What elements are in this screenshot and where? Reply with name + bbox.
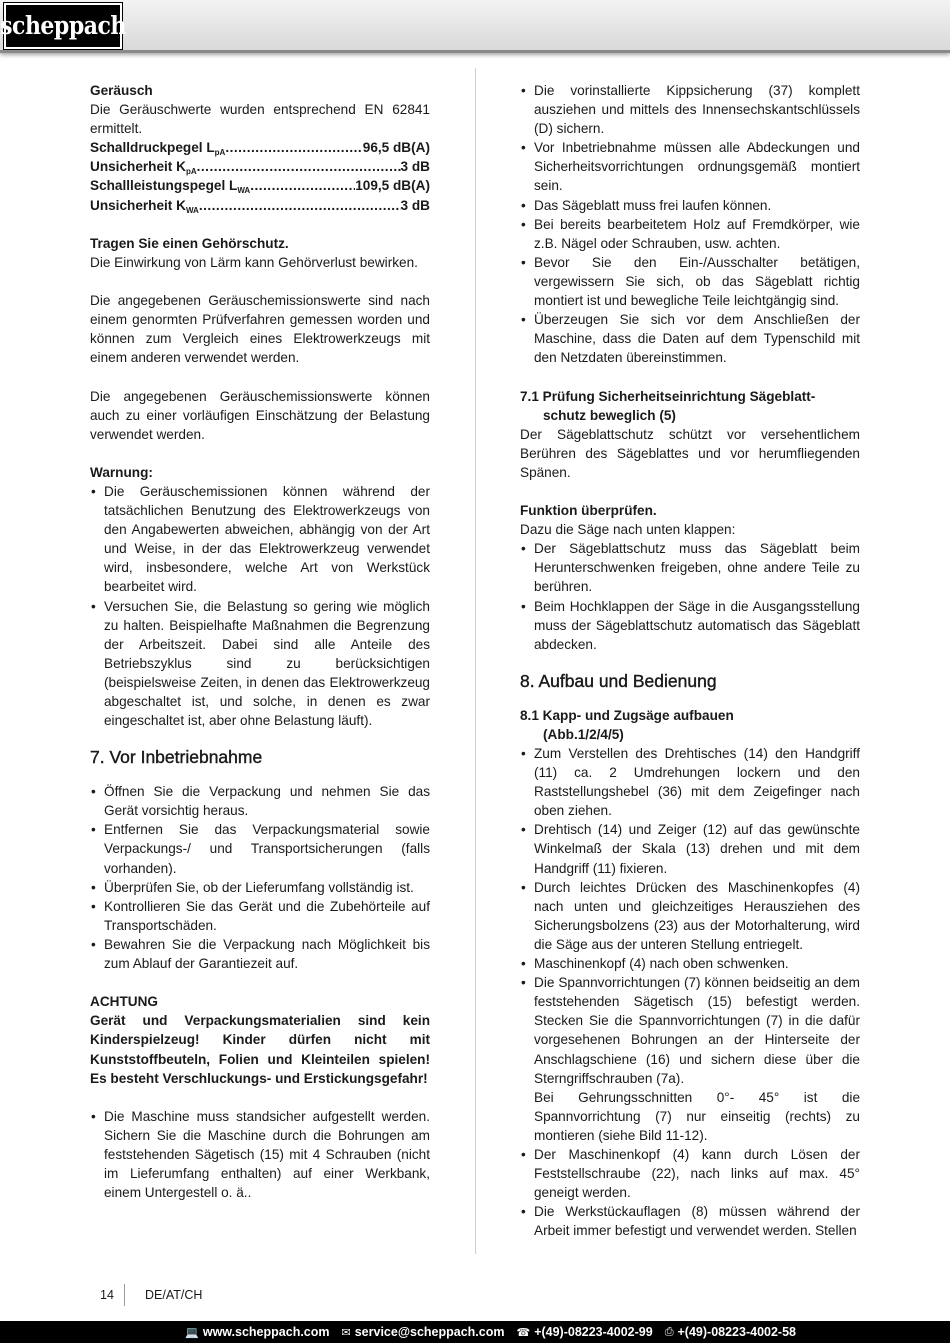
- noise-intro: Die Geräuschwerte wurden entsprechend EN 62841 ermittelt.: [90, 102, 430, 137]
- spec-row: [90, 157, 430, 176]
- list-item: • Entfernen Sie das Verpackungsmaterial sowie Verpackungs-/ und Transportsicherungen (falls vorhanden).: [90, 820, 430, 877]
- spec-row: [90, 176, 430, 195]
- spec-row: [90, 196, 430, 215]
- preparation-list: [520, 81, 860, 367]
- right-column: [520, 81, 860, 1240]
- section-8-heading: 8. Aufbau und Bedienung: [520, 670, 717, 691]
- function-check-list: [520, 539, 860, 654]
- list-item: • Vor Inbetriebnahme müssen alle Abdeckungen und Sicherheitsvorrichtungen ordnungsgemäß montiert sein.: [520, 138, 860, 195]
- section-7-1-heading-cont: schutz beweglich (5): [543, 407, 676, 423]
- list-item: • Überzeugen Sie sich vor dem Anschließen der Maschine, dass die Daten auf dem Typenschild mit den Netzdaten übereinstimmen.: [520, 310, 860, 367]
- list-item: • Durch leichtes Drücken des Maschinenkopfes (4) nach unten und gleichzeitiges Herausziehen des Sicherungsbolzens (23) aus der Motorhalterung, wird die Säge aus der unteren Stellung entriegelt.: [520, 878, 860, 954]
- assembly-list: [520, 744, 860, 1240]
- computer-icon: 💻: [185, 1325, 199, 1339]
- list-item: • Öffnen Sie die Verpackung und nehmen Sie das Gerät vorsichtig heraus.: [90, 782, 430, 820]
- list-item-text: Die Spannvorrichtungen (7) können beidseitig an dem feststehenden Sägetisch (15) befestigt werden. Stecken Sie die Spannvorrichtungen (7) in die dafür vorgesehenen Bohrungen an der Hinterseite der Anschlagschiene (16) und sichern diese über die Sterngriffschrauben (7a).: [534, 975, 860, 1086]
- list-item: • Bei bereits bearbeitetem Holz auf Fremdkörper, wie z.B. Nägel oder Schrauben, usw. achten.: [520, 215, 860, 253]
- list-item: [520, 973, 860, 1145]
- list-item: • Bevor Sie den Ein-/Ausschalter betätigen, vergewissern Sie sich, ob das Sägeblatt richtig montiert ist und bewegliche Teile leichtgängig sind.: [520, 253, 860, 310]
- spec-dots: [225, 138, 362, 157]
- list-item: • Die Werkstückauflagen (8) müssen während der Arbeit immer befestigt und verwendet werden. Stellen: [520, 1202, 860, 1240]
- achtung-text: Gerät und Verpackungsmaterialien sind kein Kinderspielzeug! Kinder dürfen nicht mit Kunststoffbeuteln, Folien und Kleinteilen spielen! Es besteht Verschluckungs- und Erstickungsgefahr!: [90, 1013, 430, 1086]
- region-label: DE/AT/CH: [145, 1288, 203, 1302]
- list-item: • Überprüfen Sie, ob der Lieferumfang vollständig ist.: [90, 878, 430, 897]
- spec-label: Schalldruckpegel L: [90, 140, 215, 156]
- spec-dots: [199, 196, 401, 215]
- contact-bar: [0, 1321, 950, 1343]
- fax-icon: ⎙: [664, 1325, 674, 1338]
- phone-icon: ☎: [516, 1325, 531, 1339]
- spec-label: Schallleistungspegel L: [90, 178, 238, 194]
- logo-text: scheppach: [0, 11, 126, 41]
- list-item: • Die Geräuschemissionen können während der tatsächlichen Benutzung des Elektrowerkzeugs von den Angabewerten abweichen, abhängig von der Art und Weise, in der das Elektrowerkzeug verwendet wird, insbesondere, welche Art von Werkstück bearbeitet wird.: [90, 482, 430, 597]
- section-7-heading: 7. Vor Inbetriebnahme: [90, 747, 263, 768]
- warning-title: Warnung:: [90, 464, 153, 480]
- section-7-list: [90, 782, 430, 973]
- page-footer: [100, 1284, 202, 1306]
- list-item: • Versuchen Sie, die Belastung so gering wie möglich zu halten. Beispielhafte Maßnahmen die Begrenzung der Arbeitszeit. Dabei sind alle Anteile des Betriebszyklus sind zu berücksichtigen (beispielsweise Zeiten, in denen das Elektrowerkzeug abgeschaltet ist, und solche, in denen es zwar eingeschaltet ist, aber ohne Belastung läuft).: [90, 597, 430, 731]
- paragraph: Die angegebenen Geräuschemissionswerte sind nach einem genormten Prüfverfahren gemessen worden und können zum Vergleich eines Elektrowerkzeugs mit einem anderen verwendet werden.: [90, 293, 430, 366]
- list-item: • Die vorinstallierte Kippsicherung (37) komplett ausziehen und mittels des Innensechskantschlüssels (D) sichern.: [520, 81, 860, 138]
- function-check-title: Funktion überprüfen.: [520, 503, 657, 519]
- fax-item: [665, 1325, 796, 1339]
- section-7-1-heading: 7.1 Prüfung Sicherheitseinrichtung Sägeblatt-: [520, 388, 816, 404]
- list-item: • Drehtisch (14) und Zeiger (12) auf das gewünschte Winkelmaß der Skala (13) drehen und mit dem Handgriff (11) fixieren.: [520, 820, 860, 877]
- spec-sub: pA: [185, 167, 197, 177]
- spec-sub: pA: [214, 148, 226, 158]
- phone-item: [516, 1325, 652, 1339]
- scheppach-logo: [0, 3, 126, 49]
- list-item: • Zum Verstellen des Drehtisches (14) den Handgriff (11) ca. 2 Umdrehungen lockern und den Raststellungshebel (36) mit dem Zeigefinger nach oben ziehen.: [520, 744, 860, 820]
- email-item[interactable]: [342, 1325, 505, 1339]
- page-number: 14: [100, 1288, 114, 1302]
- spec-row: [90, 138, 430, 157]
- spec-dots: [250, 176, 355, 195]
- list-item: • Das Sägeblatt muss frei laufen können.: [520, 196, 860, 215]
- spec-value: 109,5 dB(A): [355, 178, 430, 194]
- spec-label: Unsicherheit K: [90, 197, 186, 213]
- achtung-title: ACHTUNG: [90, 994, 158, 1010]
- list-item: • Maschinenkopf (4) nach oben schwenken.: [520, 954, 860, 973]
- fax-number: +(49)-08223-4002-58: [677, 1325, 796, 1339]
- list-item: • Bewahren Sie die Verpackung nach Möglichkeit bis zum Ablauf der Garantiezeit auf.: [90, 935, 430, 973]
- list-item: • Der Maschinenkopf (4) kann durch Lösen der Feststellschraube (22), nach links auf max. 45° geneigt werden.: [520, 1145, 860, 1202]
- hearing-title: Tragen Sie einen Gehörschutz.: [90, 235, 289, 251]
- warning-list: [90, 482, 430, 730]
- website-item[interactable]: [185, 1325, 329, 1339]
- spec-value: 3 dB: [400, 197, 430, 213]
- column-divider: [475, 68, 476, 1254]
- paragraph: Die angegebenen Geräuschemissionswerte können auch zu einer vorläufigen Einschätzung der Belastung verwendet werden.: [90, 388, 430, 442]
- spec-label: Unsicherheit K: [90, 159, 186, 175]
- hearing-text: Die Einwirkung von Lärm kann Gehörverlust bewirken.: [90, 254, 418, 270]
- footer-divider: [124, 1284, 125, 1306]
- spec-sub: WA: [237, 186, 251, 196]
- phone-number: +(49)-08223-4002-99: [534, 1325, 653, 1339]
- header-bar: [0, 0, 950, 53]
- list-item: • Beim Hochklappen der Säge in die Ausgangsstellung muss der Sägeblattschutz automatisch das Sägeblatt abdecken.: [520, 597, 860, 654]
- section-8-1-heading-cont: (Abb.1/2/4/5): [543, 726, 624, 742]
- list-item: • Die Maschine muss standsicher aufgestellt werden. Sichern Sie die Maschine durch die Bohrungen am feststehenden Sägetisch (15) mit 4 Schrauben (nicht im Lieferumfang enthalten) auf einer Werkbank, einem Untergestell o. ä..: [90, 1107, 430, 1202]
- spec-value: 96,5 dB(A): [362, 140, 430, 156]
- list-item-note: Bei Gehrungsschnitten 0°- 45° ist die Spannvorrichtung (7) nur einseitig (rechts) zu montieren (siehe Bild 11-12).: [534, 1089, 860, 1143]
- paragraph: Der Sägeblattschutz schützt vor versehentlichem Berühren des Sägeblattes und vor herumfliegenden Spänen.: [520, 426, 860, 480]
- section-8-1-heading: 8.1 Kapp- und Zugsäge aufbauen: [520, 707, 734, 723]
- spec-dots: [197, 157, 401, 176]
- spec-value: 3 dB: [400, 159, 430, 175]
- function-check-intro: Dazu die Säge nach unten klappen:: [520, 522, 736, 538]
- setup-list: [90, 1107, 430, 1202]
- website-link[interactable]: www.scheppach.com: [202, 1325, 330, 1339]
- noise-title: Geräusch: [90, 83, 153, 98]
- email-link[interactable]: service@scheppach.com: [354, 1325, 505, 1339]
- envelope-icon: ✉: [341, 1325, 351, 1339]
- list-item: • Der Sägeblattschutz muss das Sägeblatt beim Herunterschwenken freigeben, ohne andere Teile zu berühren.: [520, 539, 860, 596]
- list-item: • Kontrollieren Sie das Gerät und die Zubehörteile auf Transportschäden.: [90, 897, 430, 935]
- spec-sub: WA: [185, 205, 199, 215]
- left-column: [90, 81, 430, 1202]
